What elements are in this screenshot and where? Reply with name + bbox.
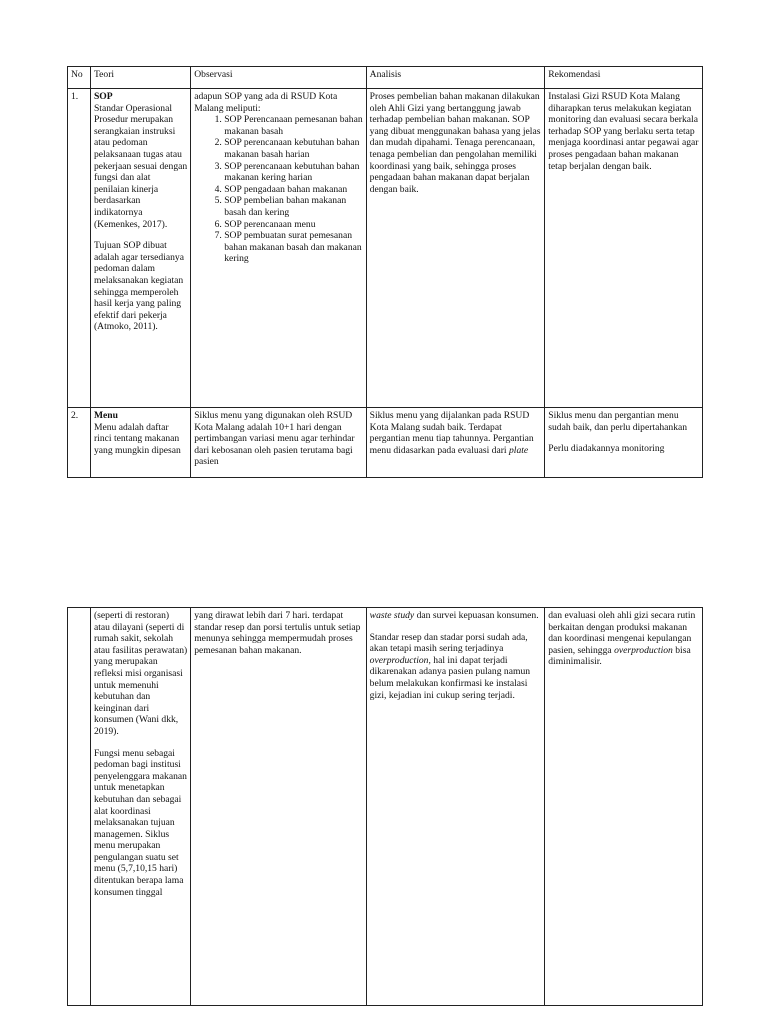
list-item: 7. SOP pembuatan surat pemesanan bahan makanan basah dan makanan kering bbox=[224, 230, 362, 265]
sop-list bbox=[194, 114, 362, 265]
analisis-cell: Proses pembelian bahan makanan dilakukan oleh Ahli Gizi yang bertanggung jawab terhadap pembelian bahan makanan. SOP yang dibuat menggunakan bahasa yang jelas dan mudah dipahami. Tenaga perencanaan, tenaga pembelian dan pengolahan memiliki koordinasi yang baik, sehingga proses pengadaan bahan makanan dapat berjalan dengan baik. bbox=[366, 89, 545, 408]
list-item: 6. SOP perencanaan menu bbox=[224, 219, 362, 231]
teori-text: Menu adalah daftar rinci tentang makanan yang mungkin dipesan bbox=[93, 421, 181, 456]
row-number: 2. bbox=[68, 408, 91, 478]
teori-title: SOP bbox=[93, 91, 113, 102]
rekomendasi-paragraph: Siklus menu dan pergantian menu sudah baik, dan perlu dipertahankan bbox=[548, 410, 688, 433]
list-item: 1. SOP Perencanaan pemesanan bahan makanan basah bbox=[224, 114, 362, 137]
list-item: 3. SOP perencanaan kebutuhan bahan makanan kering harian bbox=[224, 161, 362, 184]
header-no: No bbox=[68, 67, 91, 89]
teori-paragraph: Standar Operasional Prosedur merupakan serangkaian instruksi atau pedoman pelaksanaan tugas atau pekerjaan sesuai dengan fungsi dan alat penilaian kinerja berdasarkan indikatornya (Kemenkes, 2017). bbox=[93, 102, 188, 230]
list-item: 2. SOP perencanaan kebutuhan bahan makanan basah harian bbox=[224, 137, 362, 160]
rekomendasi-cell: Instalasi Gizi RSUD Kota Malang diharapkan terus melakukan kegiatan monitoring dan evaluasi secara berkala terhadap SOP yang berlaku serta tetap menjaga koordinasi antar pegawai agar proses pengadaan bahan makanan tetap berjalan dengan baik. bbox=[545, 89, 703, 408]
teori-paragraph: (seperti di restoran) atau dilayani (seperti di rumah sakit, sekolah atau fasilitas perawatan) yang merupakan refleksi misi organisasi untuk memenuhi kebutuhan dan keinginan dari konsumen (Wani dkk, 2019). bbox=[93, 610, 188, 737]
analisis-text: Standar resep dan stadar porsi sudah ada, akan tetapi masih sering terjadinya bbox=[369, 631, 528, 655]
teori-paragraph: Tujuan SOP dibuat adalah agar tersedianya pedoman dalam melaksanakan kegiatan sehingga memperoleh hasil kerja yang paling efektif dari pekerja (Atmoko, 2011). bbox=[93, 240, 184, 333]
table-row-menu bbox=[68, 408, 703, 478]
header-analisis: Analisis bbox=[366, 67, 545, 89]
analisis-cell bbox=[366, 608, 545, 1006]
analisis-text: hal ini dapat terjadi dikarenakan adanya pasien pulang namun belum melakukan konfirmasi ke instalasi gizi, kejadian ini cukup sering terjadi. bbox=[369, 654, 531, 701]
observasi-intro: adapun SOP yang ada di RSUD Kota Malang meliputi: bbox=[194, 91, 338, 114]
evaluation-table-part-1 bbox=[67, 66, 703, 478]
rekomendasi-cell bbox=[545, 408, 703, 478]
teori-cell bbox=[90, 89, 190, 408]
observasi-cell: yang dirawat lebih dari 7 hari. terdapat standar resep dan porsi tertulis untuk setiap menunya sehingga mempermudah proses pemesanan bahan makanan. bbox=[191, 608, 366, 1006]
list-item: 4. SOP pengadaan bahan makanan bbox=[224, 184, 362, 196]
teori-paragraph: Fungsi menu sebagai pedoman bagi institusi penyelenggara makanan untuk menetapkan kebutuhan dan sebagai alat koordinasi melaksanakan tujuan managemen. Siklus menu merupakan pengulangan suatu set menu (5,7,10,15 hari) ditentukan berapa lama konsumen tinggal bbox=[93, 747, 187, 898]
rekomendasi-cell bbox=[545, 608, 703, 1006]
teori-title: Menu bbox=[93, 410, 118, 421]
rekomendasi-paragraph: Perlu diadakannya monitoring bbox=[548, 443, 665, 455]
analisis-paragraph bbox=[370, 632, 542, 702]
table-header-row bbox=[68, 67, 703, 89]
list-item: 5. SOP pembelian bahan makanan basah dan kering bbox=[224, 195, 362, 218]
row-number: 1. bbox=[68, 89, 91, 408]
table-row-menu-continued bbox=[68, 608, 703, 1006]
observasi-cell bbox=[191, 89, 366, 408]
header-teori: Teori bbox=[90, 67, 190, 89]
analisis-paragraph bbox=[370, 610, 542, 622]
analisis-text: dan survei kepuasan konsumen. bbox=[414, 610, 539, 621]
observasi-cell: Siklus menu yang digunakan oleh RSUD Kota Malang adalah 10+1 hari dengan pertimbangan variasi menu agar terhindar dari kebosanan oleh pasien terutama bagi pasien bbox=[191, 408, 366, 478]
evaluation-table-part-2 bbox=[67, 607, 703, 1006]
teori-cell bbox=[90, 608, 190, 1006]
analisis-italic: plate bbox=[509, 444, 529, 456]
row-number bbox=[68, 608, 91, 1006]
header-observasi: Observasi bbox=[191, 67, 366, 89]
analisis-cell bbox=[366, 408, 545, 478]
table-row-sop bbox=[68, 89, 703, 408]
rekomendasi-text: bisa diminimalisir. bbox=[548, 644, 691, 668]
rekomendasi-text: dan evaluasi oleh ahli gizi secara rutin berkaitan dengan produksi makanan dan koordinasi mengenai kepulangan pasien, sehingga bbox=[548, 610, 696, 656]
analisis-italic: overproduction, bbox=[369, 654, 431, 666]
analisis-italic: waste study bbox=[369, 610, 415, 621]
rekomendasi-italic: overproduction bbox=[614, 644, 673, 656]
teori-cell bbox=[90, 408, 190, 478]
analisis-text: Siklus menu yang dijalankan pada RSUD Kota Malang sudah baik. Terdapat pergantian menu tiap tahunnya. Pergantian menu didasarkan pada evaluasi dari bbox=[369, 410, 534, 456]
header-rekomendasi: Rekomendasi bbox=[545, 67, 703, 89]
